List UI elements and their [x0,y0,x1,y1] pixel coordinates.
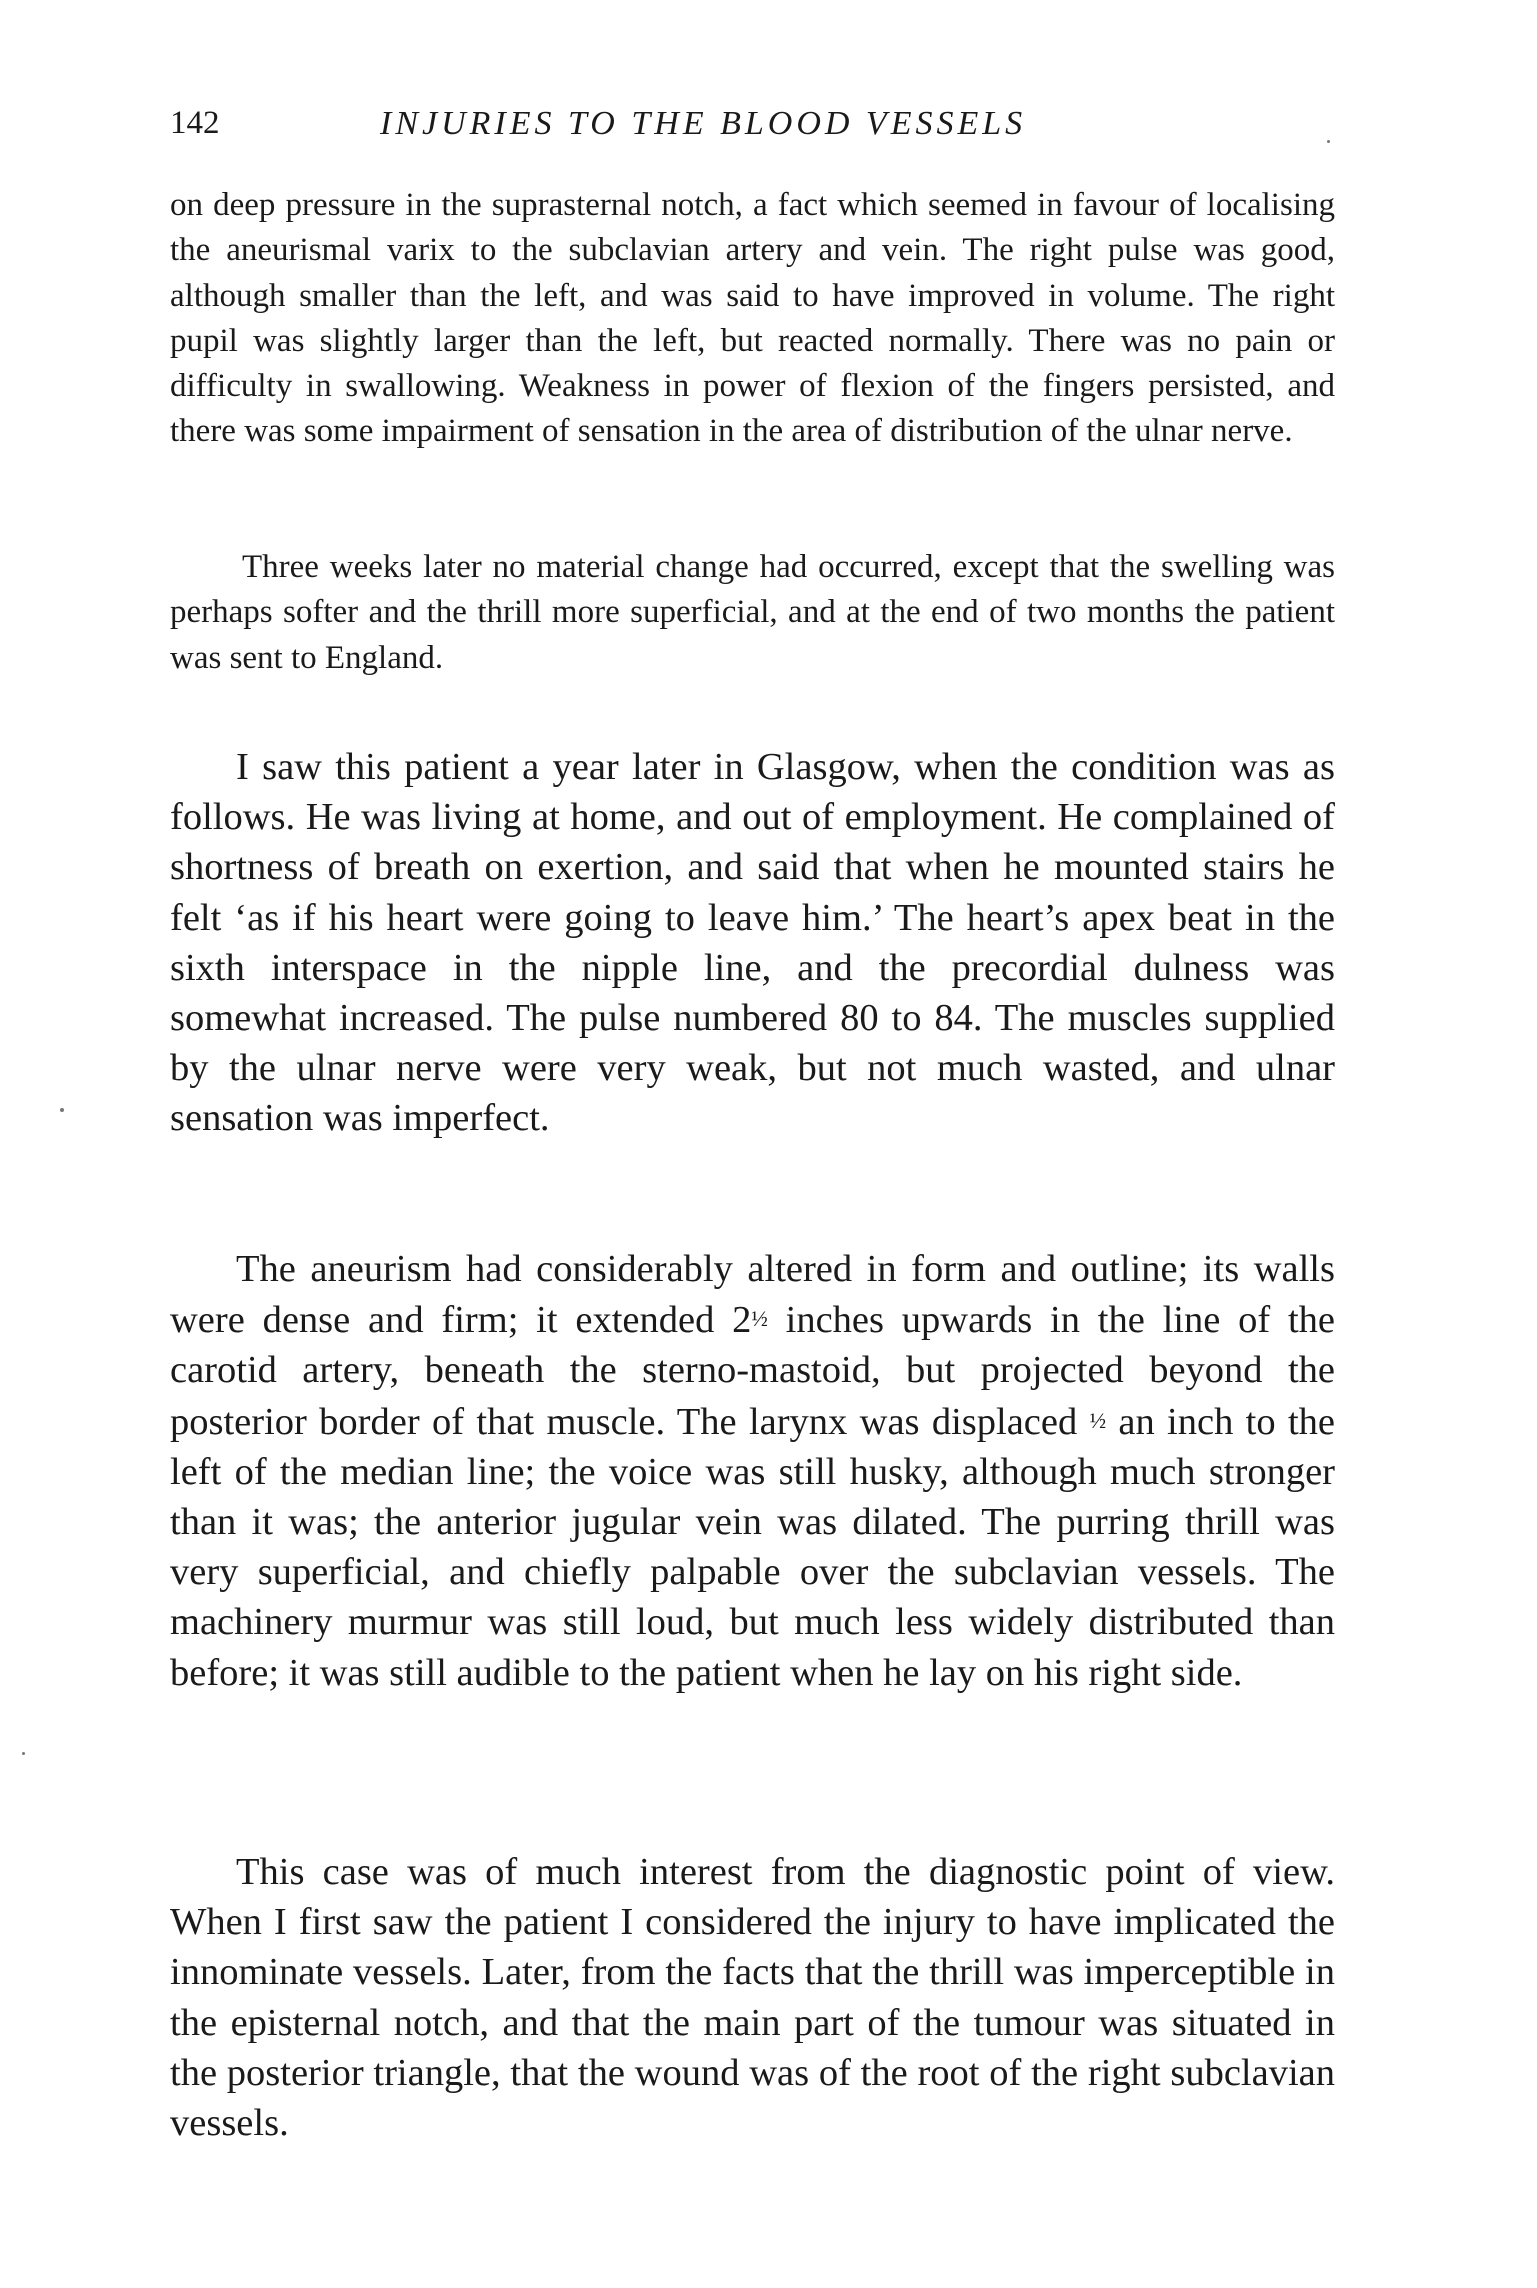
paragraph-text: an inch to the left of the median line; the voice was still husky, although much stronger than it was; the anterior jugular vein was dilated. The purring thrill was very superficial, and chiefly palpable over the subclavian vessels. The machinery murmur was still loud, but much less widely distributed than before; it was still audible to the patient when he lay on his right side. [170,1400,1335,1694]
paragraph-diagnostic-interest [170,1847,1335,2148]
paragraph-text: Three weeks later no material change had occurred, except that the swelling was perhaps softer and the thrill more superficial, and at the end of two months the patient was sent to England. [170,549,1335,676]
paper-speck [1327,140,1330,143]
paragraph-text: on deep pressure in the suprasternal notch, a fact which seemed in favour of localising the aneurismal varix to the subclavian artery and vein. The right pulse was good, although smaller than the left, and was said to have improved in volume. The right pupil was slightly larger than the left, but reacted normally. There was no pain or difficulty in swallowing. Weakness in power of flexion of the fingers persisted, and there was some impairment of sensation in the area of distribution of the ulnar nerve. [170,187,1335,450]
paragraph-text: I saw this patient a year later in Glasgow, when the condition was as follows. He was living at home, and out of employment. He complained of shortness of breath on exertion, and said that when he mounted stairs he felt ‘as if his heart were going to leave him.’ The heart’s apex beat in the sixth interspace in the nipple line, and the precordial dulness was somewhat increased. The pulse numbered 80 to 84. The muscles supplied by the ulnar nerve were very weak, but not much wasted, and ulnar sensation was imperfect. [170,746,1335,1140]
paragraph-text: The aneurism had considerably altered in form and outline; its walls were dense and firm; it extended 2 [170,1248,1335,1342]
page-number: 142 [170,105,220,141]
fraction-half: ½ [1089,1407,1107,1433]
paragraph-continued [170,183,1335,455]
paragraph-text: inches upwards in the line of the carotid artery, beneath the sterno-mastoid, but projected beyond the posterior border of that muscle. The larynx was displaced [170,1299,1335,1443]
paper-speck [60,1108,64,1112]
paragraph-three-weeks-later [170,545,1335,681]
paragraph-aneurism-form [170,1244,1335,1698]
paragraph-text: This case was of much interest from the diagnostic point of view. When I first saw the patient I considered the injury to have implicated the innominate vessels. Later, from the facts that the thrill was imperceptible in the episternal notch, and that the main part of the tumour was situated in the posterior triangle, that the wound was of the root of the right subclavian vessels. [170,1851,1335,2145]
page-header [170,105,1340,155]
paper-speck [22,1752,25,1755]
fraction-half: ½ [751,1306,768,1332]
paragraph-glasgow-visit [170,742,1335,1144]
running-title: INJURIES TO THE BLOOD VESSELS [380,105,1027,142]
